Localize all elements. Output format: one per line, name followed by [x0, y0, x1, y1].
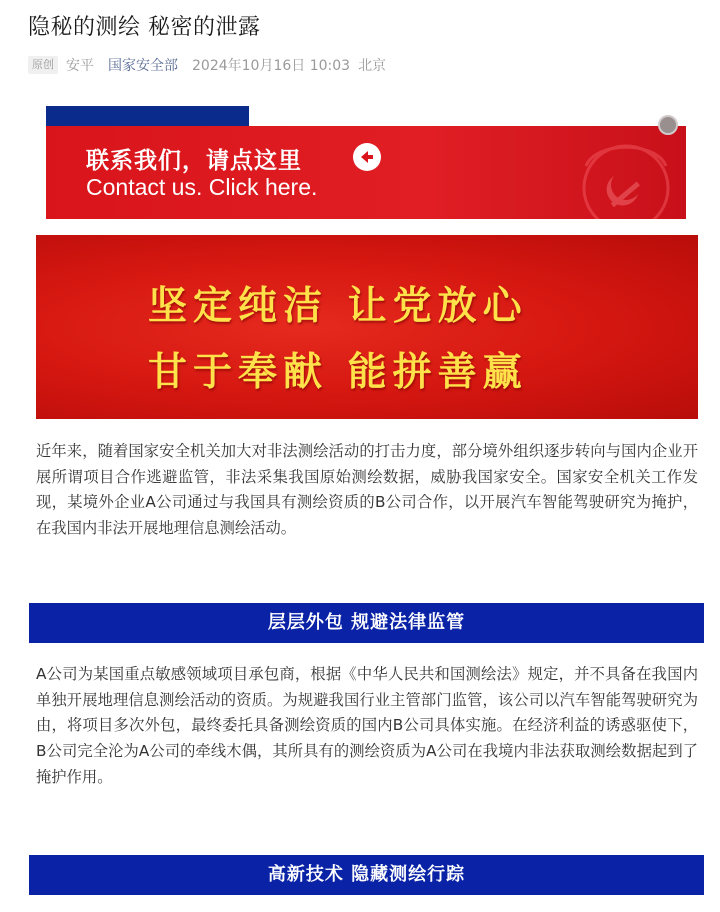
publish-location: 北京 [358, 58, 387, 74]
arrow-left-circle-icon [353, 143, 381, 171]
intro-paragraph: 近年来，随着国家安全机关加大对非法测绘活动的打击力度，部分境外组织逐步转向与国内企业开展所谓项目合作逃避监管，非法采集我国原始测绘数据，威胁我国家安全。国家安全机关工作发现，某境外企业A公司通过与我国具有测绘资质的B公司合作，以开展汽车智能驾驶研究为掩护，在我国内非法开展地理信息测绘活动。 [36, 442, 698, 538]
publish-date: 2024年10月16日 10:03 [192, 58, 351, 74]
outsourcing-paragraph: A公司为某国重点敏感领域项目承包商，根据《中华人民共和国测绘法》规定，并不具备在我国内单独开展地理信息测绘活动的资质。为规避我国行业主管部门监管，该公司以汽车智能驾驶研究为由，将项目多次外包，最终委托具备测绘资质的国内B公司具体实施。在经济利益的诱惑驱使下，B公司完全沦为A公司的牵线木偶，其所具有的测绘资质为A公司在我境内非法获取测绘数据起到了掩护作用。 [36, 665, 698, 786]
slogan-banner [36, 235, 698, 419]
original-tag: 原创 [28, 56, 58, 74]
slogan-line-2: 甘于奉献 能拼善赢 [148, 349, 528, 395]
section-heading-outsourcing: 层层外包 规避法律监管 [29, 603, 704, 643]
article-title: 隐秘的测绘 秘密的泄露 [28, 15, 261, 40]
author-name: 安平 [66, 58, 94, 74]
section-heading-hightech: 高新技术 隐藏测绘行踪 [29, 855, 704, 895]
account-link[interactable]: 国家安全部 [108, 58, 178, 74]
party-emblem-icon [546, 126, 686, 219]
slogan-line-1: 坚定纯洁 让党放心 [148, 283, 528, 329]
contact-banner-en-text: Contact us. Click here. [86, 174, 318, 200]
article-meta [28, 55, 386, 75]
banner-blue-tab [46, 106, 249, 128]
corner-exit-icon[interactable] [658, 115, 678, 135]
contact-banner-cn-text: 联系我们，请点这里 [86, 148, 302, 174]
contact-banner[interactable] [46, 106, 686, 219]
